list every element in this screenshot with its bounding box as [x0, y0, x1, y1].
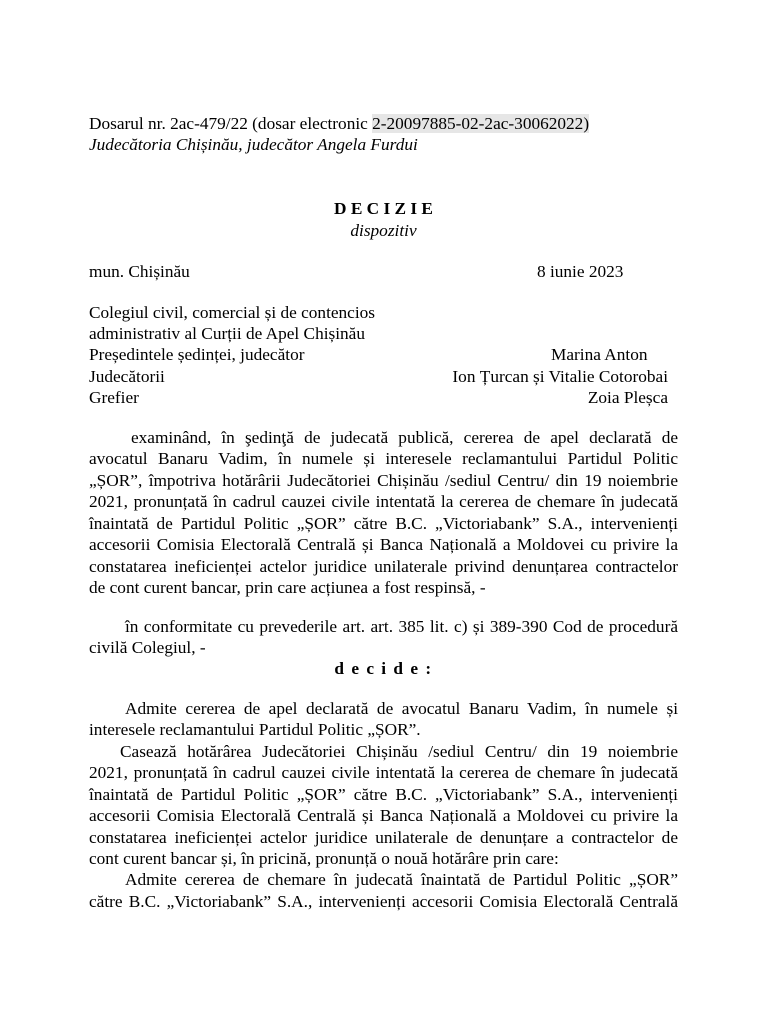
electronic-case-number-highlight — [372, 114, 589, 133]
judges-names: Ion Țurcan și Vitalie Cotorobai — [452, 367, 668, 386]
paragraph-line: înaintată de Partidul Politic „ȘOR” către B.C. „Victoriabank” S.A., intervenienți — [89, 513, 678, 533]
ruling-section — [89, 698, 678, 912]
electronic-case-number: 2-20097885-02-2ac-30062022 — [372, 114, 584, 133]
paragraph-line: Admite cererea de apel declarată de avocatul Banaru Vadim, în numele și — [125, 699, 678, 718]
place: mun. Chișinău — [89, 262, 190, 281]
case-number-line — [89, 113, 589, 134]
paragraph-line: de cont curent bancar, prin care acțiunea a fost respinsă, - — [89, 577, 486, 597]
paragraph-line: 2021, pronunțată în cadrul cauzei civile intentată la cererea de chemare în judecată — [89, 492, 678, 512]
paragraph-line: examinând, în şedinţă de judecată publică, cererea de apel declarată de — [131, 428, 678, 447]
paragraph-line: 2021, pronunțată în cadrul cauzei civile intentată la cererea de chemare în judecată — [89, 763, 678, 783]
paragraph-line: civilă Colegiul, - — [89, 638, 206, 658]
paragraph-line: „ȘOR”, împotriva hotărârii Judecătoriei Chișinău /sediul Centru/ din 19 noiembrie — [89, 470, 678, 490]
examination-paragraph — [89, 427, 678, 598]
presiding-judge-name: Marina Anton — [551, 345, 648, 364]
decide-heading: d e c i d e : — [334, 659, 433, 678]
paragraph-line: cont curent bancar și, în pricină, pronunță o nouă hotărâre prin care: — [89, 848, 559, 868]
paragraph-line: accesorii Comisia Electorală Centrală și Banca Națională a Moldovei cu privire la — [89, 535, 678, 555]
paragraph-line: constatarea ineficienței actelor juridice unilaterale privind denunțarea contractelor — [89, 556, 678, 576]
case-number-suffix: ) — [583, 114, 590, 133]
paragraph-line: accesorii Comisia Electorală Centrală și Banca Națională a Moldovei cu privire la — [89, 806, 678, 826]
court-line: Judecătoria Chișinău, judecător Angela Furdui — [89, 135, 418, 154]
judges-role: Judecătorii — [89, 367, 165, 386]
paragraph-line: avocatul Banaru Vadim, în numele și interesele reclamantului Partidul Politic — [89, 449, 678, 469]
clerk-name: Zoia Pleșca — [587, 388, 668, 407]
legal-basis-paragraph — [89, 616, 678, 659]
case-number-prefix: Dosarul nr. 2ac-479/22 (dosar electronic — [89, 114, 373, 133]
college-line: administrativ al Curții de Apel Chișinău — [89, 324, 365, 343]
clerk-role: Grefier — [89, 388, 139, 407]
paragraph-line: Casează hotărârea Judecătoriei Chișinău /sediul Centru/ din 19 noiembrie — [120, 741, 678, 761]
paragraph-line: Admite cererea de chemare în judecată înaintată de Partidul Politic „ȘOR” — [125, 870, 678, 890]
date: 8 iunie 2023 — [537, 262, 624, 281]
paragraph-line: constatarea ineficienței actelor juridice unilaterale de denunțare a contractelor de — [89, 827, 678, 847]
presiding-judge-role: Președintele ședinței, judecător — [89, 345, 305, 364]
paragraph-line: interesele reclamantului Partidul Politic „ȘOR”. — [89, 720, 421, 740]
paragraph-line: înaintată de Partidul Politic „ȘOR” către B.C. „Victoriabank” S.A., intervenienți — [89, 784, 678, 804]
document-subtitle: dispozitiv — [350, 221, 417, 240]
document-title: D E C I Z I E — [334, 199, 433, 218]
college-line: Colegiul civil, comercial și de contencios — [89, 303, 376, 322]
paragraph-line: în conformitate cu prevederile art. art. 385 lit. c) și 389-390 Cod de procedură — [125, 617, 678, 636]
paragraph-line: către B.C. „Victoriabank” S.A., intervenienți accesorii Comisia Electorală Centrală — [89, 891, 678, 911]
